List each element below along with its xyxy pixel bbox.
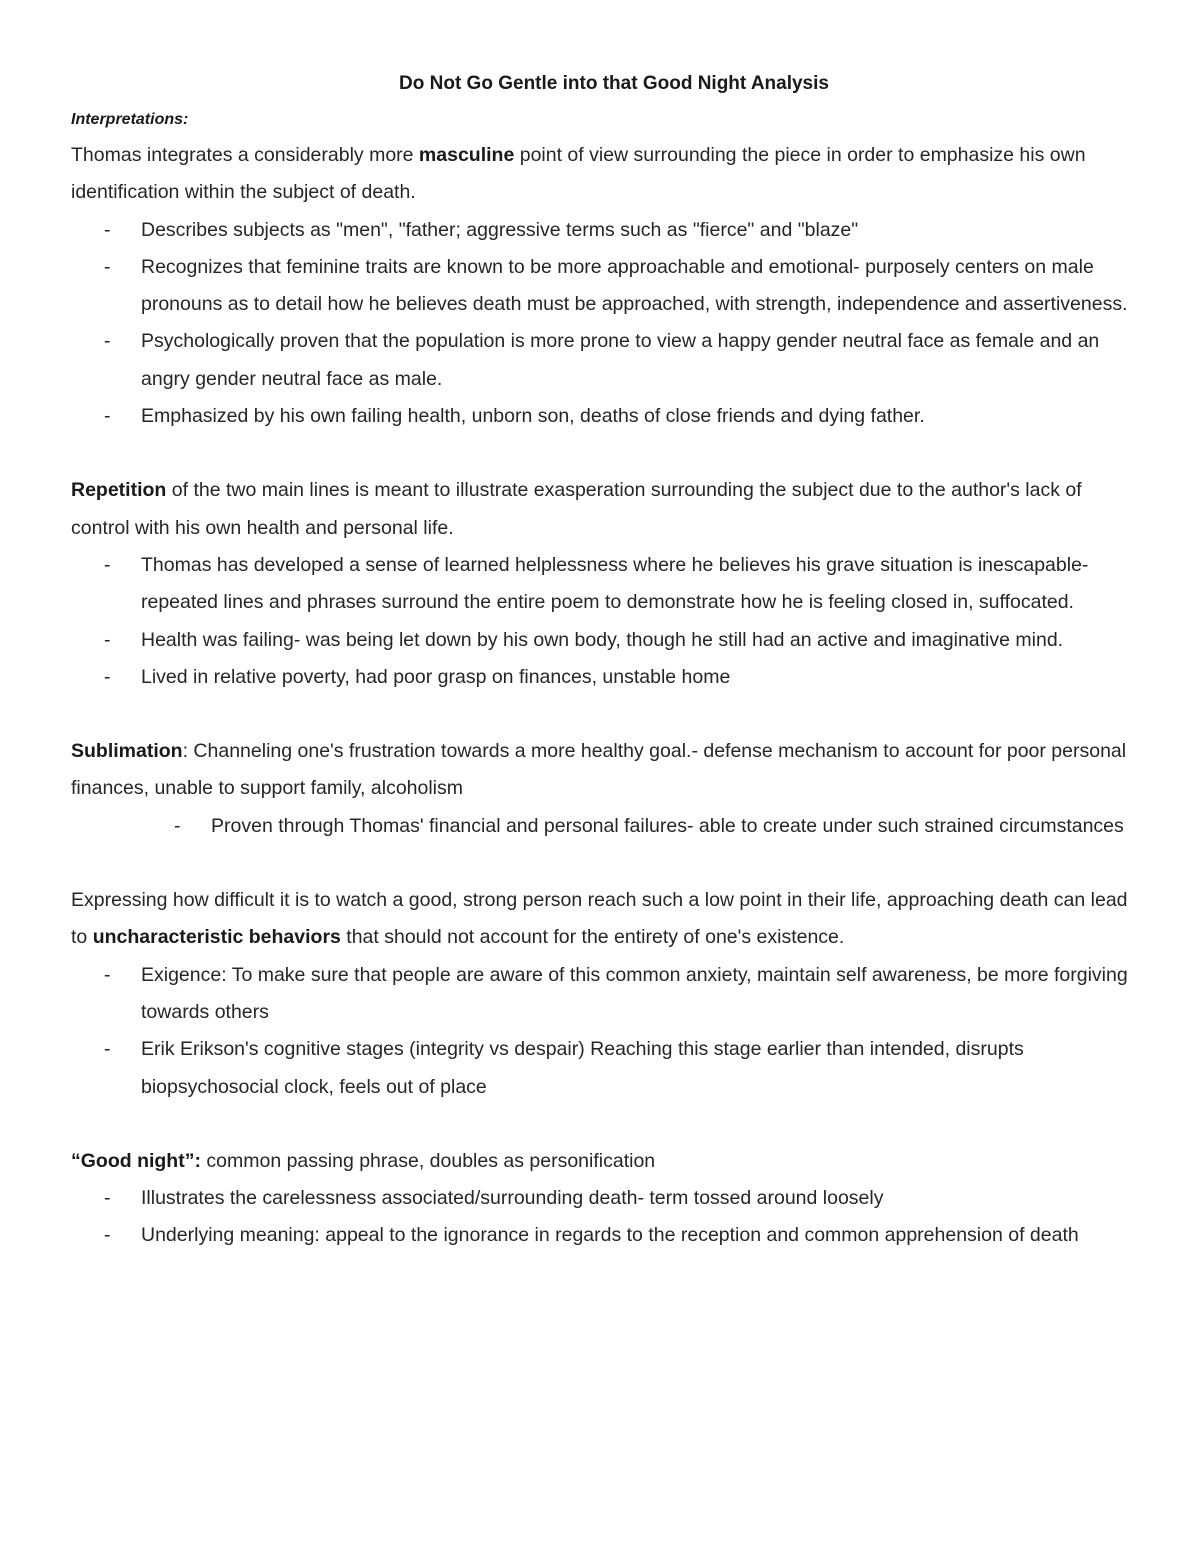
uncharacteristic-behaviors-emphasis: uncharacteristic behaviors	[92, 926, 341, 949]
section-gap	[71, 845, 1133, 882]
dash-bullet: -	[104, 1224, 111, 1247]
good-night-heading: “Good night”:	[71, 1149, 201, 1172]
list-item: - Erik Erikson's cognitive stages (integrity vs despair) Reaching this stage earlier than intended, disrupts biopsychosocial clock, feels out of place	[71, 1031, 1133, 1106]
list-item: - Describes subjects as "men", "father; aggressive terms such as "fierce" and "blaze"	[71, 212, 1133, 249]
section-gap	[71, 696, 1133, 733]
list-item: - Emphasized by his own failing health, unborn son, deaths of close friends and dying father.	[71, 398, 1133, 435]
section-gap	[71, 1106, 1133, 1143]
list-item: - Thomas has developed a sense of learned helplessness where he believes his grave situation is inescapable- repeated lines and phrases surround the entire poem to demonstrate how he is feeling closed in, suffocated.	[71, 547, 1133, 622]
good-night-paragraph: “Good night”: common passing phrase, doubles as personification	[71, 1149, 656, 1172]
expressing-paragraph: Expressing how difficult it is to watch a good, strong person reach such a low point in their life, approaching death can lead to uncharacteristic behaviors that should not account for the entirety of one's existence.	[71, 889, 1128, 949]
dash-bullet: -	[104, 665, 111, 688]
dash-bullet: -	[104, 405, 111, 428]
list-item: - Exigence: To make sure that people are aware of this common anxiety, maintain self awareness, be more forgiving towards others	[71, 957, 1133, 1032]
dash-bullet: -	[104, 1187, 111, 1210]
list-item: - Lived in relative poverty, had poor grasp on finances, unstable home	[71, 659, 1133, 696]
dash-bullet: -	[104, 255, 111, 278]
interpretations-intro: Thomas integrates a considerably more masculine point of view surrounding the piece in order to emphasize his own identification within the subject of death.	[71, 144, 1086, 204]
list-item: - Health was failing- was being let down by his own body, though he still had an active and imaginative mind.	[71, 622, 1133, 659]
list-item: - Underlying meaning: appeal to the ignorance in regards to the reception and common apprehension of death	[71, 1217, 1133, 1254]
dash-bullet: -	[104, 1038, 111, 1061]
section-gap	[71, 435, 1133, 472]
page-title: Do Not Go Gentle into that Good Night Analysis	[399, 73, 829, 94]
dash-bullet: -	[104, 553, 111, 576]
sublimation-heading: Sublimation	[71, 740, 183, 763]
dash-bullet: -	[104, 218, 111, 241]
masculine-emphasis: masculine	[418, 144, 515, 166]
dash-bullet: -	[104, 963, 111, 986]
list-item: - Illustrates the carelessness associated/surrounding death- term tossed around loosely	[71, 1180, 1133, 1217]
list-item: - Psychologically proven that the population is more prone to view a happy gender neutral face as female and an angry gender neutral face as male.	[71, 323, 1133, 398]
list-item: - Proven through Thomas' financial and personal failures- able to create under such strained circumstances	[71, 808, 1133, 845]
dash-bullet: -	[174, 814, 181, 837]
repetition-paragraph: Repetition of the two main lines is meant to illustrate exasperation surrounding the subject due to the author's lack of control with his own health and personal life.	[71, 479, 1082, 539]
repetition-heading: Repetition	[71, 479, 167, 502]
sublimation-paragraph: Sublimation: Channeling one's frustration towards a more healthy goal.- defense mechanism to account for poor personal finances, unable to support family, alcoholism	[71, 740, 1127, 800]
dash-bullet: -	[104, 330, 111, 353]
interpretations-heading: Interpretations:	[71, 111, 189, 128]
dash-bullet: -	[104, 628, 111, 651]
list-item: - Recognizes that feminine traits are known to be more approachable and emotional- purposely centers on male pronouns as to detail how he believes death must be approached, with strength, independence and assertiveness.	[71, 249, 1133, 324]
document-page	[71, 72, 1133, 1255]
